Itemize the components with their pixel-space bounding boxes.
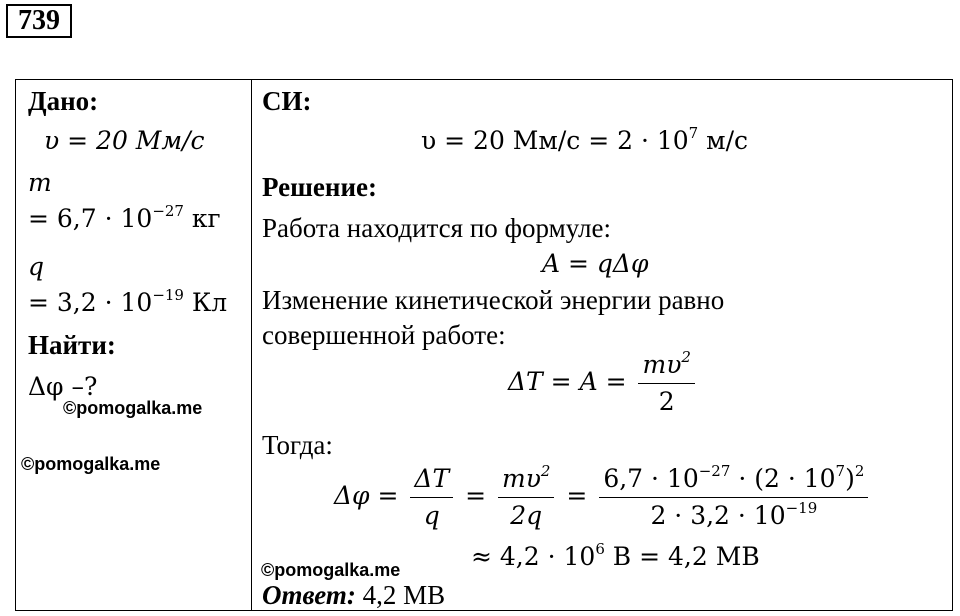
- given-charge-value: = $3,2 \cdot 10^{-19}$ Кл: [28, 286, 228, 317]
- fraction-numeric: $\frac{6,7 \cdot 10^{-27} \cdot (2 \cdot 10^7)^2}{2 \cdot 3,2 \cdot 10^{-19}}$: [599, 464, 868, 531]
- given-mass-symbol: m: [28, 168, 52, 197]
- watermark-1: ©pomogalka.me: [63, 398, 203, 418]
- given-mass-value: = $6,7 \cdot 10^{-27}$ кг: [28, 202, 221, 233]
- formula-work: A = qΔφ: [542, 249, 649, 278]
- given-velocity: υ = 20 Мм/с: [44, 126, 205, 155]
- given-heading: Дано:: [28, 86, 99, 116]
- fraction-dt-q: $\frac{\Delta T}{q}$: [410, 464, 453, 531]
- answer-label: Ответ:: [262, 580, 356, 610]
- formula-kinetic: ΔT = A = $\frac{m\upsilon^2}{2}$: [508, 350, 699, 417]
- formula-potential: Δφ = $\frac{\Delta T}{q}$ = $\frac{m\upsilon^2}{2q}$ = $\frac{6,7 \cdot 10^{-27} \cdot (2 \cdot 10^7)^2}{2 \cdot 3,2 \cdot 10^{-19}}$: [334, 464, 872, 531]
- si-conversion: υ = 20 $Мм/с = 2 \cdot 10^7$ м/с: [421, 124, 749, 155]
- solution-table: [15, 79, 953, 611]
- solution-line-4: Тогда:: [262, 430, 333, 460]
- column-divider: [251, 80, 252, 610]
- watermark-2: ©pomogalka.me: [21, 454, 161, 474]
- find-value: Δφ –?: [28, 372, 98, 401]
- watermark-3: ©pomogalka.me: [261, 560, 401, 580]
- answer-line: [262, 580, 445, 610]
- result-line: ≈ $4,2 \cdot 10^6$ В = 4,2 МВ: [471, 540, 760, 571]
- given-charge-symbol: q: [28, 252, 45, 281]
- si-heading: СИ:: [262, 86, 312, 116]
- problem-number: 739: [6, 4, 72, 38]
- solution-line-3: совершенной работе:: [262, 320, 506, 350]
- fraction-mv2-2q: $\frac{m\upsilon^2}{2q}$: [498, 464, 554, 531]
- find-heading: Найти:: [28, 330, 116, 360]
- answer-value: 4,2 МВ: [355, 580, 446, 610]
- solution-heading: Решение:: [262, 172, 377, 202]
- solution-line-2: Изменение кинетической энергии равно: [262, 285, 725, 315]
- solution-line-1: Работа находится по формуле:: [262, 213, 611, 243]
- fraction-kinetic: $\frac{m\upsilon^2}{2}$: [638, 350, 694, 417]
